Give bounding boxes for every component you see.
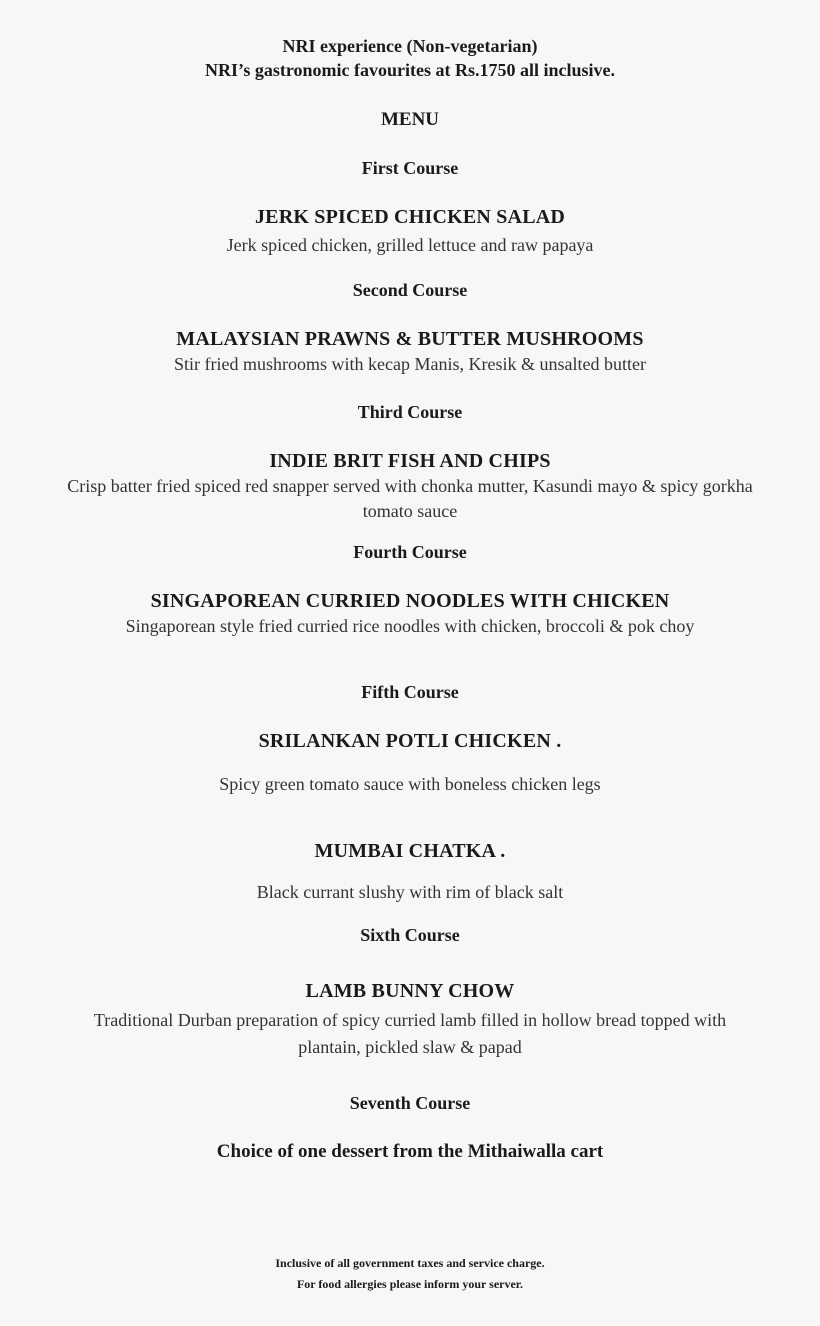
dish-name: SINGAPOREAN CURRIED NOODLES WITH CHICKEN <box>150 590 670 612</box>
menu-title: NRI experience (Non-vegetarian) <box>282 36 538 56</box>
dish-description: Spicy green tomato sauce with boneless chicken legs <box>219 774 601 794</box>
dish-description: Black currant slushy with rim of black salt <box>256 882 564 902</box>
dish-description-line-2: tomato sauce <box>362 501 458 521</box>
dish-description: Stir fried mushrooms with kecap Manis, Kresik & unsalted butter <box>174 354 646 374</box>
menu-heading: MENU <box>380 109 440 130</box>
course-label-third: Third Course <box>357 402 463 422</box>
dish-name: JERK SPICED CHICKEN SALAD <box>254 206 566 228</box>
dish-name: SRILANKAN POTLI CHICKEN . <box>258 730 562 752</box>
course-label-seventh: Seventh Course <box>349 1093 471 1113</box>
dish-description-line-1: Traditional Durban preparation of spicy curried lamb filled in hollow bread topped with <box>93 1010 727 1030</box>
dish-description: Singaporean style fried curried rice noodles with chicken, broccoli & pok choy <box>125 616 695 636</box>
course-label-second: Second Course <box>352 280 468 300</box>
dish-description-line-1: Crisp batter fried spiced red snapper served with chonka mutter, Kasundi mayo & spicy gorkha <box>67 476 753 496</box>
dish-description-line-2: plantain, pickled slaw & papad <box>298 1037 522 1057</box>
dessert-choice: Choice of one dessert from the Mithaiwalla cart <box>216 1141 604 1162</box>
dish-name: LAMB BUNNY CHOW <box>305 980 515 1002</box>
dish-name: MUMBAI CHATKA . <box>314 840 506 862</box>
course-label-fifth: Fifth Course <box>361 682 459 702</box>
course-label-fourth: Fourth Course <box>353 542 467 562</box>
footer-taxes-note: Inclusive of all government taxes and service charge. <box>275 1256 545 1270</box>
dish-description: Jerk spiced chicken, grilled lettuce and raw papaya <box>226 235 594 255</box>
dish-name: INDIE BRIT FISH AND CHIPS <box>269 450 551 472</box>
course-label-sixth: Sixth Course <box>360 925 460 945</box>
footer-allergy-note: For food allergies please inform your server. <box>296 1277 524 1291</box>
course-label-first: First Course <box>361 158 459 178</box>
dish-name: MALAYSIAN PRAWNS & BUTTER MUSHROOMS <box>176 328 644 350</box>
menu-subtitle: NRI’s gastronomic favourites at Rs.1750 all inclusive. <box>205 60 615 80</box>
